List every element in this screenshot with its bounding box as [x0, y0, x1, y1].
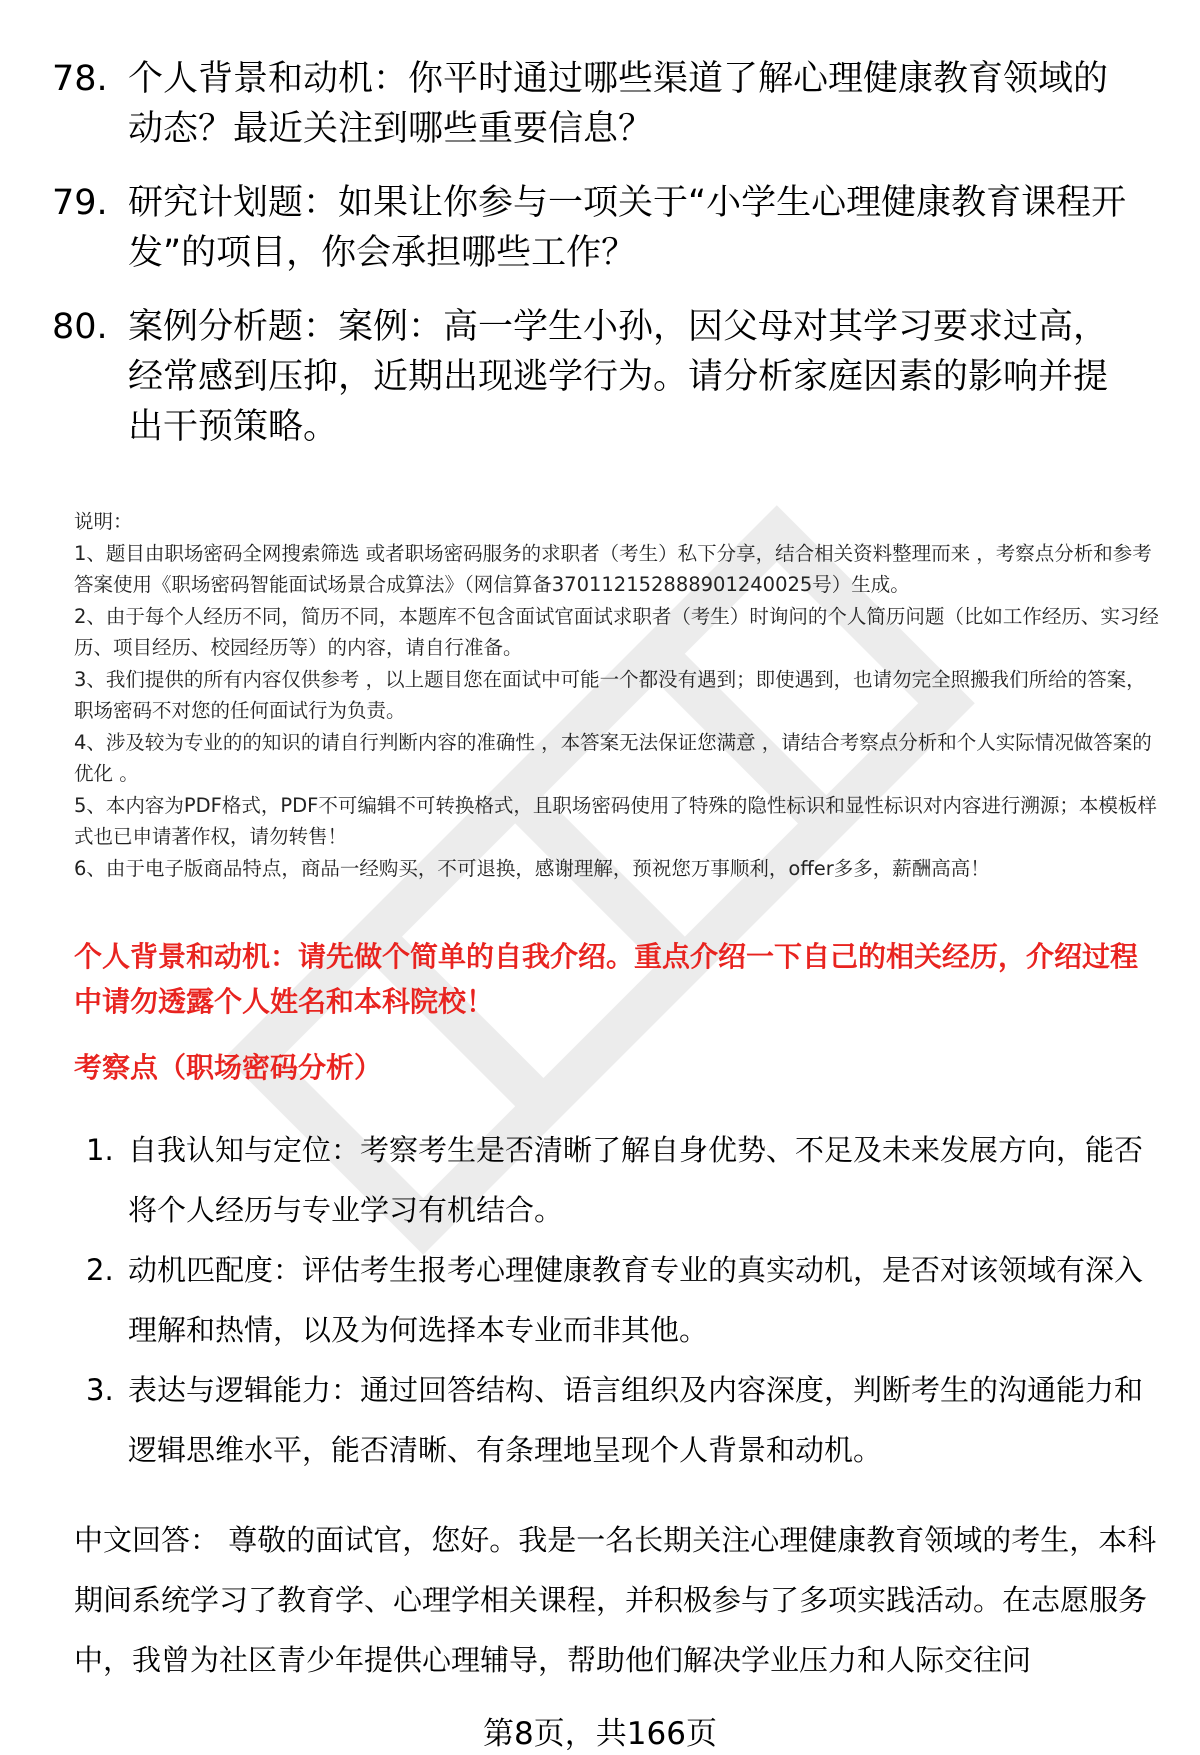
question-text: 个人背景和动机：你平时通过哪些渠道了解心理健康教育领域的动态？最近关注到哪些重要信息？ — [128, 59, 1109, 149]
point-text: 自我认知与定位：考察考生是否清晰了解自身优势、不足及未来发展方向，能否将个人经历与专业学习有机结合。 — [128, 1133, 1144, 1227]
note-item: 4、涉及较为专业的的知识的请自行判断内容的准确性 ，本答案无法保证您满意 ，请结合考察点分析和个人实际情况做答案的优化 。 — [74, 730, 1152, 785]
note-item: 2、由于每个人经历不同，简历不同，本题库不包含面试官面试求职者（考生）时询问的个人简历问题（比如工作经历、实习经历、项目经历、校园经历等）的内容，请自行准备。 — [74, 604, 1159, 659]
point-number: 3. — [86, 1373, 114, 1407]
point-text: 动机匹配度：评估考生报考心理健康教育专业的真实动机，是否对该领域有深入理解和热情，以及为何选择本专业而非其他。 — [128, 1253, 1144, 1347]
current-question-title: 个人背景和动机：请先做个简单的自我介绍。重点介绍一下自己的相关经历，介绍过程中请勿透露个人姓名和本科院校！ — [74, 940, 1139, 1018]
question-item — [0, 54, 1200, 154]
point-number: 1. — [86, 1133, 114, 1167]
analysis-point — [0, 1120, 1200, 1240]
analysis-points — [0, 1120, 1200, 1480]
point-text: 表达与逻辑能力：通过回答结构、语言组织及内容深度，判断考生的沟通能力和逻辑思维水平，能否清晰、有条理地呈现个人背景和动机。 — [128, 1373, 1144, 1467]
note-item: 1、题目由职场密码全网搜索筛选 或者职场密码服务的求职者（考生）私下分享，结合相关资料整理而来 ，考察点分析和参考答案使用《职场密码智能面试场景合成算法》（网信算备370112152888901240025号）生成。 — [74, 541, 1152, 596]
analysis-point — [0, 1360, 1200, 1480]
note-item: 3、我们提供的所有内容仅供参考 ，以上题目您在面试中可能一个都没有遇到；即使遇到，也请勿完全照搬我们所给的答案，职场密码不对您的任何面试行为负责。 — [74, 667, 1146, 722]
notes-heading: 说明： — [74, 510, 133, 533]
question-list — [0, 54, 1200, 476]
answer-text: 中文回答： 尊敬的面试官，您好。我是一名长期关注心理健康教育领域的考生，本科期间系统学习了教育学、心理学相关课程，并积极参与了多项实践活动。在志愿服务中，我曾为社区青少年提供心理辅导，帮助他们解决学业压力和人际交往问 — [74, 1523, 1157, 1677]
question-number: 79. — [52, 183, 108, 223]
note-item: 5、本内容为PDF格式，PDF不可编辑不可转换格式，且职场密码使用了特殊的隐性标识和显性标识对内容进行溯源；本模板样式也已申请著作权，请勿转售！ — [74, 793, 1157, 848]
question-number: 80. — [52, 307, 108, 347]
analysis-heading: 考察点（职场密码分析） — [74, 1051, 383, 1084]
question-item — [0, 302, 1200, 452]
question-text: 研究计划题：如果让你参与一项关于“小学生心理健康教育课程开发”的项目，你会承担哪些工作？ — [128, 183, 1127, 273]
analysis-point — [0, 1240, 1200, 1360]
point-number: 2. — [86, 1253, 114, 1287]
question-text: 案例分析题：案例：高一学生小孙，因父母对其学习要求过高，经常感到压抑，近期出现逃学行为。请分析家庭因素的影响并提出干预策略。 — [128, 307, 1109, 447]
question-item — [0, 178, 1200, 278]
note-item: 6、由于电子版商品特点，商品一经购买，不可退换，感谢理解，预祝您万事顺利，offer多多，薪酬高高！ — [74, 856, 990, 880]
page-footer: 第8页，共166页 — [483, 1716, 717, 1752]
question-number: 78. — [52, 59, 108, 99]
disclaimer-notes — [74, 506, 1164, 884]
